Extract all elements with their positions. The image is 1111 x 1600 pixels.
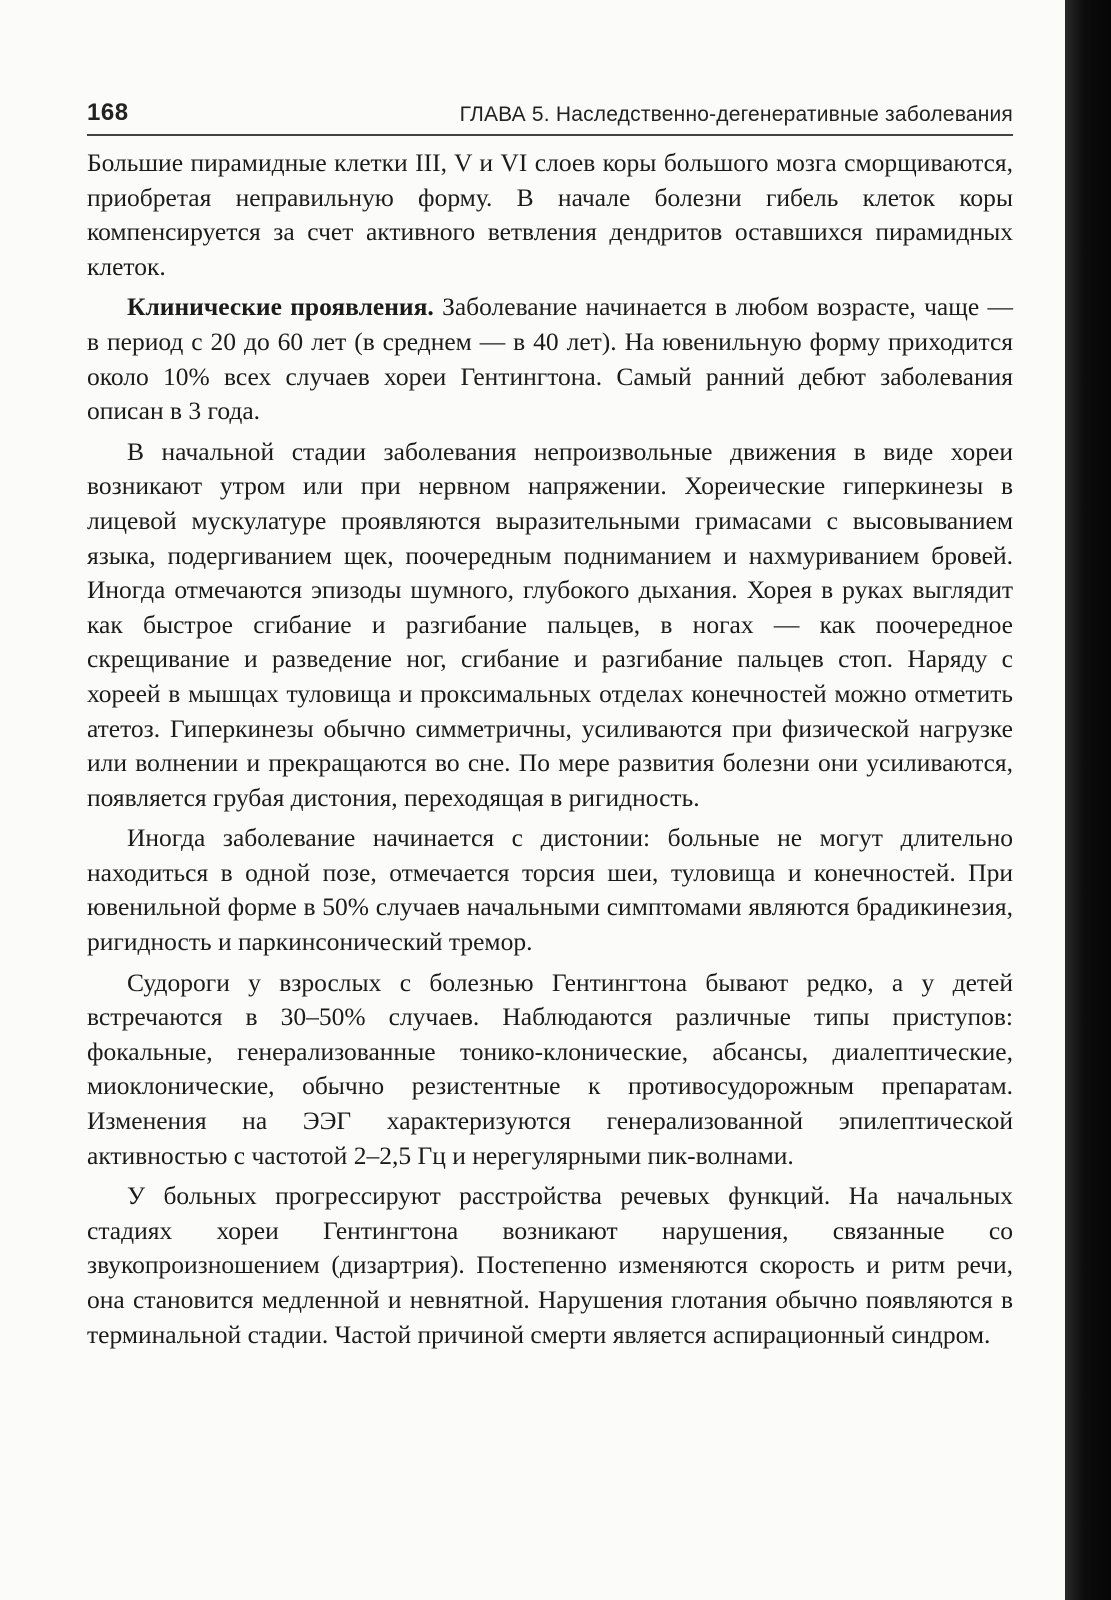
paragraph-text: Заболевание начинается в любом возрасте, чаще — в период с 20 до 60 лет (в среднем — в 40 лет). На ювенильную форму приходится около 10% всех случаев хореи Гентингтона. Самый ранний дебют заболевания описан в 3 года. — [87, 292, 1013, 426]
paragraph — [87, 966, 1013, 1174]
paragraph — [87, 1179, 1013, 1352]
paragraph-text: Большие пирамидные клетки III, V и VI слоев коры большого мозга сморщиваются, приобретая неправильную форму. В начале болезни гибель клеток коры компенсируется за счет активного ветвления дендритов оставшихся пирамидных клеток. — [87, 148, 1013, 281]
section-lead: Клинические проявления. — [127, 292, 434, 322]
header-rule — [87, 134, 1013, 136]
paragraph — [87, 146, 1013, 284]
page-number: 168 — [87, 99, 129, 126]
running-title: ГЛАВА 5. Наследственно-дегенеративные заболевания — [459, 103, 1013, 126]
paragraph-text: У больных прогрессируют расстройства речевых функций. На начальных стадиях хореи Гентингтона возникают нарушения, связанные со звукопроизношением (дизартрия). Постепенно изменяются скорость и ритм речи, она становится медленной и невнятной. Нарушения глотания обычно появляются в терминальной стадии. Частой причиной смерти является аспирационный синдром. — [87, 1181, 1013, 1349]
scan-dark-edge — [1065, 0, 1111, 1600]
paragraph — [87, 821, 1013, 959]
body-text — [87, 146, 1013, 1358]
paragraph — [87, 290, 1013, 428]
paragraph-text: Иногда заболевание начинается с дистонии: больные не могут длительно находиться в одной позе, отмечается торсия шеи, туловища и конечностей. При ювенильной форме в 50% случаев начальными симптомами являются брадикинезия, ригидность и паркинсонический тремор. — [87, 823, 1013, 957]
paragraph-text: В начальной стадии заболевания непроизвольные движения в виде хореи возникают утром или при нервном напряжении. Хореические гиперкинезы в лицевой мускулатуре проявляются выразительными гримасами с высовыванием языка, подергиванием щек, поочередным подниманием и нахмуриванием бровей. Иногда отмечаются эпизоды шумного, глубокого дыхания. Хорея в руках выглядит как быстрое сгибание и разгибание пальцев, в ногах — как поочередное скрещивание и разведение ног, сгибание и разгибание пальцев стоп. Наряду с хореей в мышцах туловища и проксимальных отделах конечностей можно отметить атетоз. Гиперкинезы обычно симметричны, усиливаются при физической нагрузке или волнении и прекращаются во сне. По мере развития болезни они усиливаются, появляется грубая дистония, переходящая в ригидность. — [87, 436, 1013, 812]
paragraph — [87, 435, 1013, 816]
paragraph-text: Судороги у взрослых с болезнью Гентингтона бывают редко, а у детей встречаются в 30–50% случаев. Наблюдаются различные типы приступов: фокальные, генерализованные тонико-клонические, абсансы, диалептические, миоклонические, обычно резистентные к противосудорожным препаратам. Изменения на ЭЭГ характеризуются генерализованной эпилептической активностью с частотой 2–2,5 Гц и нерегулярными пик-волнами. — [87, 967, 1013, 1170]
page-header — [87, 95, 1013, 127]
